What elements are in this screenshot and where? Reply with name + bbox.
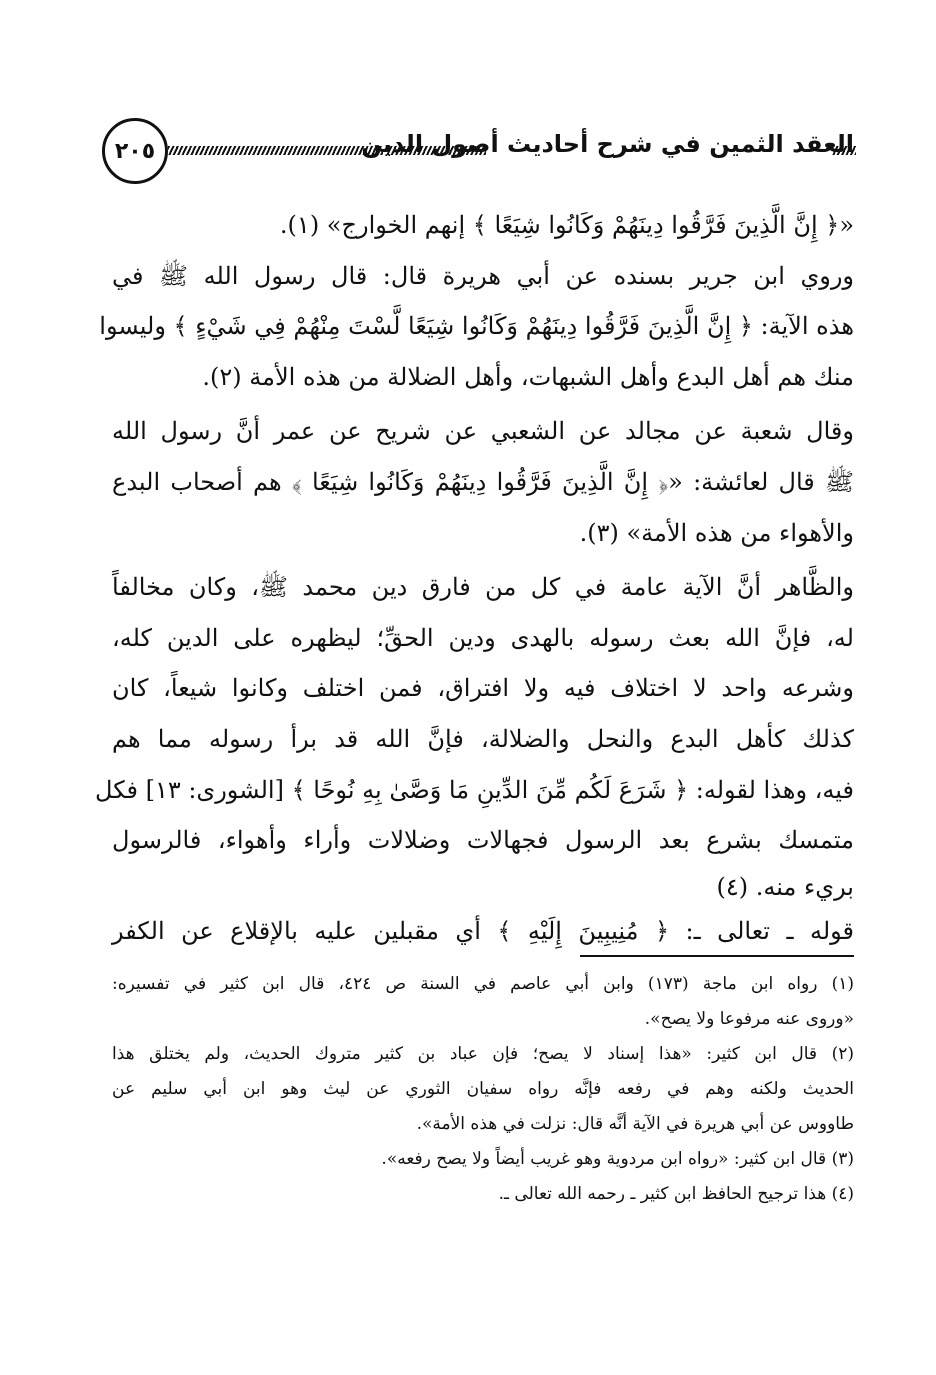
page-number: ٢٠٥ xyxy=(114,138,156,164)
text-line: بريء منه. (٤) xyxy=(716,872,854,901)
footnotes xyxy=(112,967,854,1212)
running-title: العقد الثمين في شرح أحاديث أصول الدين xyxy=(361,130,854,158)
text-line: متمسك بشرع بعد الرسول فجهالات وضلالات وأراء وأهواء، فالرسول xyxy=(112,826,854,855)
footnote-line: (٣) قال ابن كثير: «رواه ابن مردوية وهو غريب أيضاً ولا يصح رفعه». xyxy=(381,1149,854,1169)
footnote-line: الحديث ولكنه وهم في رفعه فإنَّه رواه سفيان الثوري عن ليث وهو ابن أبي سليم عن xyxy=(112,1079,854,1099)
footnote-line: «وروى عنه مرفوعا ولا يصح». xyxy=(644,1009,854,1029)
text-line: منك هم أهل البدع وأهل الشبهات، وأهل الضلالة من هذه الأمة (٢). xyxy=(202,362,854,391)
page-number-circle xyxy=(102,118,168,184)
footnote-divider xyxy=(580,955,854,957)
text-line: وقال شعبة عن مجالد عن الشعبي عن شريح عن عمر أنَّ رسول الله xyxy=(112,417,854,446)
text-line: فيه، وهذا لقوله: ﴿ شَرَعَ لَكُم مِّنَ الدِّينِ مَا وَصَّىٰ بِهِ نُوحًا ﴾ [الشورى: ١٣] فكل xyxy=(95,775,854,804)
footnote-line: (٢) قال ابن كثير: «هذا إسناد لا يصح؛ فإن عباد بن كثير متروك الحديث، ولم يختلق هذا xyxy=(112,1044,854,1064)
text-line: قوله ـ تعالى ـ: ﴿ مُنِيبِينَ إِلَيْهِ ﴾ أي مقبلين عليه بالإقلاع عن الكفر xyxy=(112,916,854,945)
text-line: هذه الآية: ﴿ إِنَّ الَّذِينَ فَرَّقُوا دِينَهُمْ وَكَانُوا شِيَعًا لَّسْتَ مِنْهُمْ فِي شَيْءٍ ﴾ وليسوا xyxy=(99,312,854,341)
footnote-line: طاووس عن أبي هريرة في الآية أنَّه قال: نزلت في هذه الأمة». xyxy=(416,1114,854,1134)
text-line: «﴿ إِنَّ الَّذِينَ فَرَّقُوا دِينَهُمْ وَكَانُوا شِيَعًا ﴾ إنهم الخوارج» (١). xyxy=(279,211,854,239)
text-line: ﷺ قال لعائشة: «﴿ إِنَّ الَّذِينَ فَرَّقُوا دِينَهُمْ وَكَانُوا شِيَعًا ﴾ هم أصحاب البدع xyxy=(112,467,854,496)
footnote-line: (١) رواه ابن ماجة (١٧٣) وابن أبي عاصم في السنة ص ٤٢٤، قال ابن كثير في تفسيره: xyxy=(112,974,855,994)
header-ornament-left xyxy=(168,146,383,155)
text-line: كذلك كأهل البدع والنحل والضلالة، فإنَّ الله قد برأ رسوله مما هم xyxy=(112,724,854,753)
text-line: والأهواء من هذه الأمة» (٣). xyxy=(579,518,854,547)
text-line: والظَّاهر أنَّ الآية عامة في كل من فارق دين محمد ﷺ، وكان مخالفاً xyxy=(112,573,854,602)
text-line: وشرعه واحد لا اختلاف فيه ولا افتراق، فمن اختلف وكانوا شيعاً، كان xyxy=(112,674,854,703)
text-line: له، فإنَّ الله بعث رسوله بالهدى ودين الحقِّ؛ ليظهره على الدين كله، xyxy=(112,623,854,652)
footnote-line: (٤) هذا ترجيح الحافظ ابن كثير ـ رحمه الله تعالى ـ. xyxy=(498,1184,854,1204)
page-header xyxy=(102,112,854,204)
text-line: وروي ابن جرير بسنده عن أبي هريرة قال: قال رسول الله ﷺ في xyxy=(112,261,854,290)
main-text xyxy=(95,200,854,956)
